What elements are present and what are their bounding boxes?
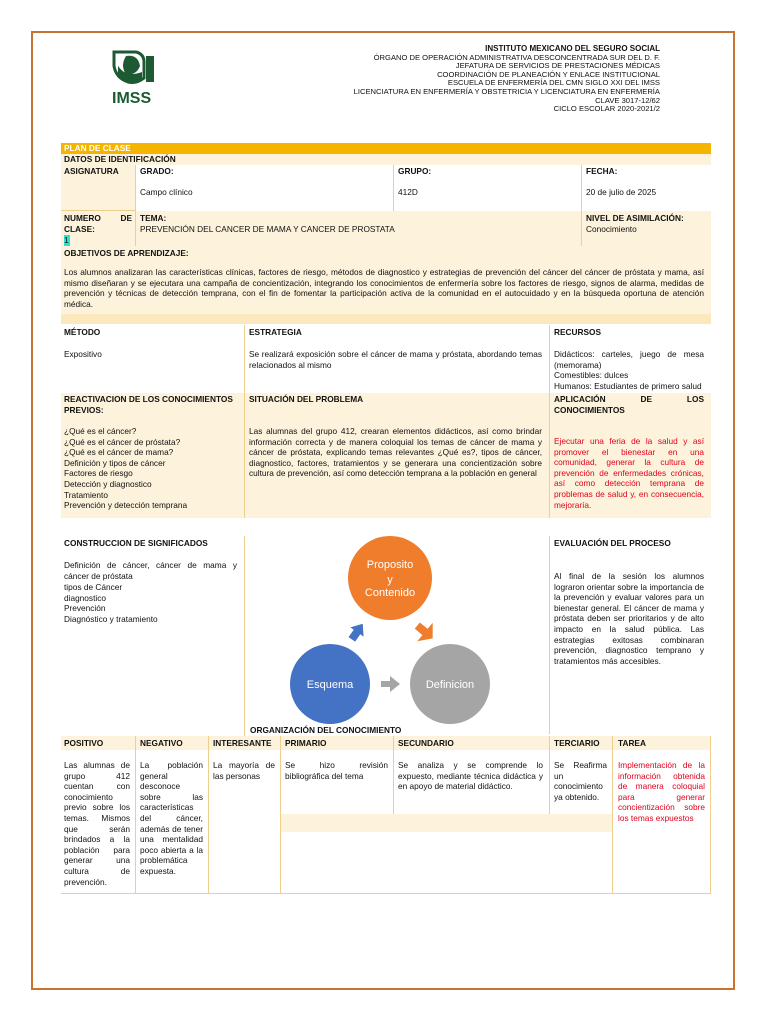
header-line: ÓRGANO DE OPERACIÓN ADMINISTRATIVA DESCONCENTRADA SUR DEL D. F.: [373, 52, 660, 62]
construccion-line: diagnostico: [64, 593, 106, 603]
recursos-line: Humanos: Estudiantes de primero salud: [554, 381, 702, 391]
list-item: Prevención y detección temprana: [64, 500, 188, 511]
construccion-line: tipos de Cáncer: [64, 582, 123, 592]
primario-label: PRIMARIO: [285, 738, 327, 748]
list-item: Tratamiento: [64, 489, 108, 500]
metodo-cell: [61, 325, 244, 393]
recursos-line: Comestibles: dulces: [554, 370, 629, 380]
evaluacion-text: Al final de la sesión los alumnos lograron orientar sobre la importancia de la prevención y evaluar valores para un bienestar general. El cáncer de mama y próstata deben ser prioritarios y de alto impacto en la salud pública. Las estrategias exitosas combinaran prevención, diagnostico temprano y tratamientos más accesibles.: [554, 571, 704, 666]
esquema-text: Esquema: [306, 679, 354, 691]
nivel-label: NIVEL DE ASIMILACIÓN:: [586, 213, 684, 223]
column-divider: [549, 736, 550, 816]
numero-value: 1: [64, 235, 69, 245]
section-datos: DATOS DE IDENTIFICACIÓN: [61, 154, 711, 165]
column-divider: [612, 736, 613, 894]
metodo-label: MÉTODO: [64, 327, 101, 337]
logo-text: IMSS: [112, 90, 152, 106]
header-line: CICLO ESCOLAR 2020-2021/2: [553, 104, 660, 114]
definicion-text: Definicion: [425, 679, 475, 691]
positivo-text: Las alumnas de grupo 412 cuentan con conocimiento previo sobre los temas. Mismos que serán brindados a la población para generar una cultura de prevención.: [64, 760, 130, 887]
estrategia-value: Se realizará exposición sobre el cáncer de mama y próstata, abordando temas relacionados al mismo: [249, 349, 542, 370]
situacion-label: SITUACIÓN DEL PROBLEMA: [249, 394, 364, 404]
construccion-label: CONSTRUCCION DE SIGNIFICADOS: [64, 538, 208, 548]
terciario-text: Se Reafirma un conocimiento ya obtenido.: [554, 760, 607, 802]
spacer: [61, 314, 711, 324]
diagram-cell: [244, 536, 549, 736]
list-item: Definición y tipos de cáncer: [64, 457, 166, 468]
organizacion-label: ORGANIZACIÓN DEL CONOCIMIENTO: [250, 725, 402, 735]
recursos-label: RECURSOS: [554, 327, 602, 337]
cycle-diagram: [245, 536, 549, 736]
objetivos-label: OBJETIVOS DE APRENDIZAJE:: [64, 248, 189, 258]
negativo-text: La población general desconoce sobre las características del cáncer, además de tener una mentalidad poco abierta a la problemática expuesta.: [140, 760, 203, 876]
proposito-text: Proposito: [366, 559, 414, 571]
construccion-line: Diagnóstico y tratamiento: [64, 614, 158, 624]
reactivacion-list: [64, 426, 242, 511]
construccion-line: Prevención: [64, 603, 106, 613]
fecha-label: FECHA:: [586, 166, 618, 176]
imss-logo: [106, 48, 162, 106]
metodo-value: Expositivo: [64, 349, 102, 359]
aplicacion-cell: [549, 393, 711, 518]
tema-label: TEMA:: [140, 213, 167, 223]
recursos-cell: [549, 325, 711, 393]
reactivacion-label: REACTIVACION DE LOS CONOCIMIENTOS PREVIOS:: [64, 394, 233, 415]
fecha-value: 20 de julio de 2025: [586, 187, 657, 197]
list-item: Detección y diagnostico: [64, 478, 152, 489]
nivel-value: Conocimiento: [586, 224, 637, 234]
tarea-label: TAREA: [618, 738, 646, 748]
list-item: ¿Qué es el cáncer?: [64, 426, 137, 436]
list-item: ¿Qué es el cáncer de mama?: [64, 447, 174, 458]
plan-title: PLAN DE CLASE: [61, 143, 711, 154]
column-divider: [710, 736, 711, 894]
positivo-label: POSITIVO: [64, 738, 104, 748]
institution-header: [280, 45, 660, 114]
interesante-label: INTERESANTE: [213, 738, 272, 748]
secundario-text: Se analiza y se comprende lo expuesto, mediante técnica didáctica y en apoyo de material didáctico.: [398, 760, 543, 792]
situacion-text: Las alumnas del grupo 412, crearan elementos didácticos, así como brindar información correcta y de manera coloquial los temas de cáncer de mama y cáncer de próstata, explicando temas relevantes ¿Qué es?, tipos de cáncer, diagnostico, factores, tratamientos y se generara una concientización sobre cultura de prevención, así como detección temprana a la población en general: [249, 426, 542, 479]
header-line: COORDINACIÓN DE PLANEACIÓN Y ENLACE INSTITUCIONAL: [437, 69, 660, 79]
asignatura-label: ASIGNATURA: [64, 166, 119, 176]
interesante-text: La mayoría de las personas: [213, 760, 275, 781]
estrategia-label: ESTRATEGIA: [249, 327, 302, 337]
numero-label: NUMERO DE CLASE:: [64, 213, 132, 234]
arrow-icon: [410, 616, 441, 647]
table-bottom: [61, 893, 711, 894]
terciario-label: TERCIARIO: [554, 738, 600, 748]
objetivos-text: Los alumnos analizaran las características clínicas, factores de riesgo, métodos de diagnostico y estrategias de prevención del cáncer del cáncer de próstata y mama, así mismo diseñaran y se ejecutara una campaña de concientización, integrando los conocimientos de enfermería sobre los factores de riesgo, signos de alarma, medidas de prevención y técnicas de detección temprana, con el fin de fomentar la participación activa de la comunidad en el autocuidado y en la búsqueda oportuna de atención médica.: [64, 267, 704, 309]
construccion-cell: [61, 536, 244, 734]
header-line: JEFATURA DE SERVICIOS DE PRESTACIONES MÉDICAS: [455, 61, 660, 71]
primario-text: Se hizo revisión bibliográfica del tema: [285, 760, 388, 781]
grupo-value: 412D: [398, 187, 418, 197]
grado-value: Campo clínico: [140, 187, 193, 197]
situacion-cell: [244, 393, 549, 518]
proposito-text: y: [387, 574, 393, 586]
estrategia-cell: [244, 325, 549, 393]
empty-band: [281, 814, 612, 832]
header-line: CLAVE 3017-12/62: [595, 95, 660, 105]
header-line: LICENCIATURA EN ENFERMERÍA Y OBSTETRICIA Y LICENCIATURA EN ENFERMERÍA: [353, 86, 660, 96]
column-divider: [393, 736, 394, 816]
tema-value: PREVENCIÓN DEL CANCER DE MAMA Y CANCER DE PROSTATA: [140, 224, 395, 234]
proposito-text: Contenido: [364, 587, 416, 599]
aplicacion-label: APLICACIÓN DE LOS CONOCIMIENTOS: [554, 394, 704, 415]
evaluacion-label: EVALUACIÓN DEL PROCESO: [554, 538, 671, 548]
tarea-text: Implementación de la información obtenida de manera coloquial para generar concientización sobre los temas expuestos: [618, 760, 705, 823]
list-item: Factores de riesgo: [64, 468, 133, 479]
column-divider: [135, 736, 136, 894]
arrow-icon: [381, 676, 400, 692]
list-item: ¿Qué es el cáncer de próstata?: [64, 436, 181, 447]
recursos-line: Didácticos: carteles, juego de mesa (memorama): [554, 349, 704, 370]
negativo-label: NEGATIVO: [140, 738, 183, 748]
column-divider: [208, 736, 209, 894]
aplicacion-text: Ejecutar una feria de la salud y así promover el bienestar en una comunidad, generar la cultura de prevención de enfermedades crónicas, así como detección temprana de problemas de salud y, en consecuencia, mejoraría.: [554, 436, 704, 510]
header-line: ESCUELA DE ENFERMERÍA DEL CMN SIGLO XXI DEL IMSS: [447, 78, 660, 88]
construccion-line: Definición de cáncer, cáncer de mama y cáncer de próstata: [64, 560, 237, 581]
arrow-icon: [345, 619, 369, 644]
secundario-label: SECUNDARIO: [398, 738, 454, 748]
grado-label: GRADO:: [140, 166, 174, 176]
grupo-label: GRUPO:: [398, 166, 432, 176]
institution-name: INSTITUTO MEXICANO DEL SEGURO SOCIAL: [485, 44, 660, 53]
evaluacion-cell: [549, 536, 711, 734]
spacer: [61, 518, 711, 536]
